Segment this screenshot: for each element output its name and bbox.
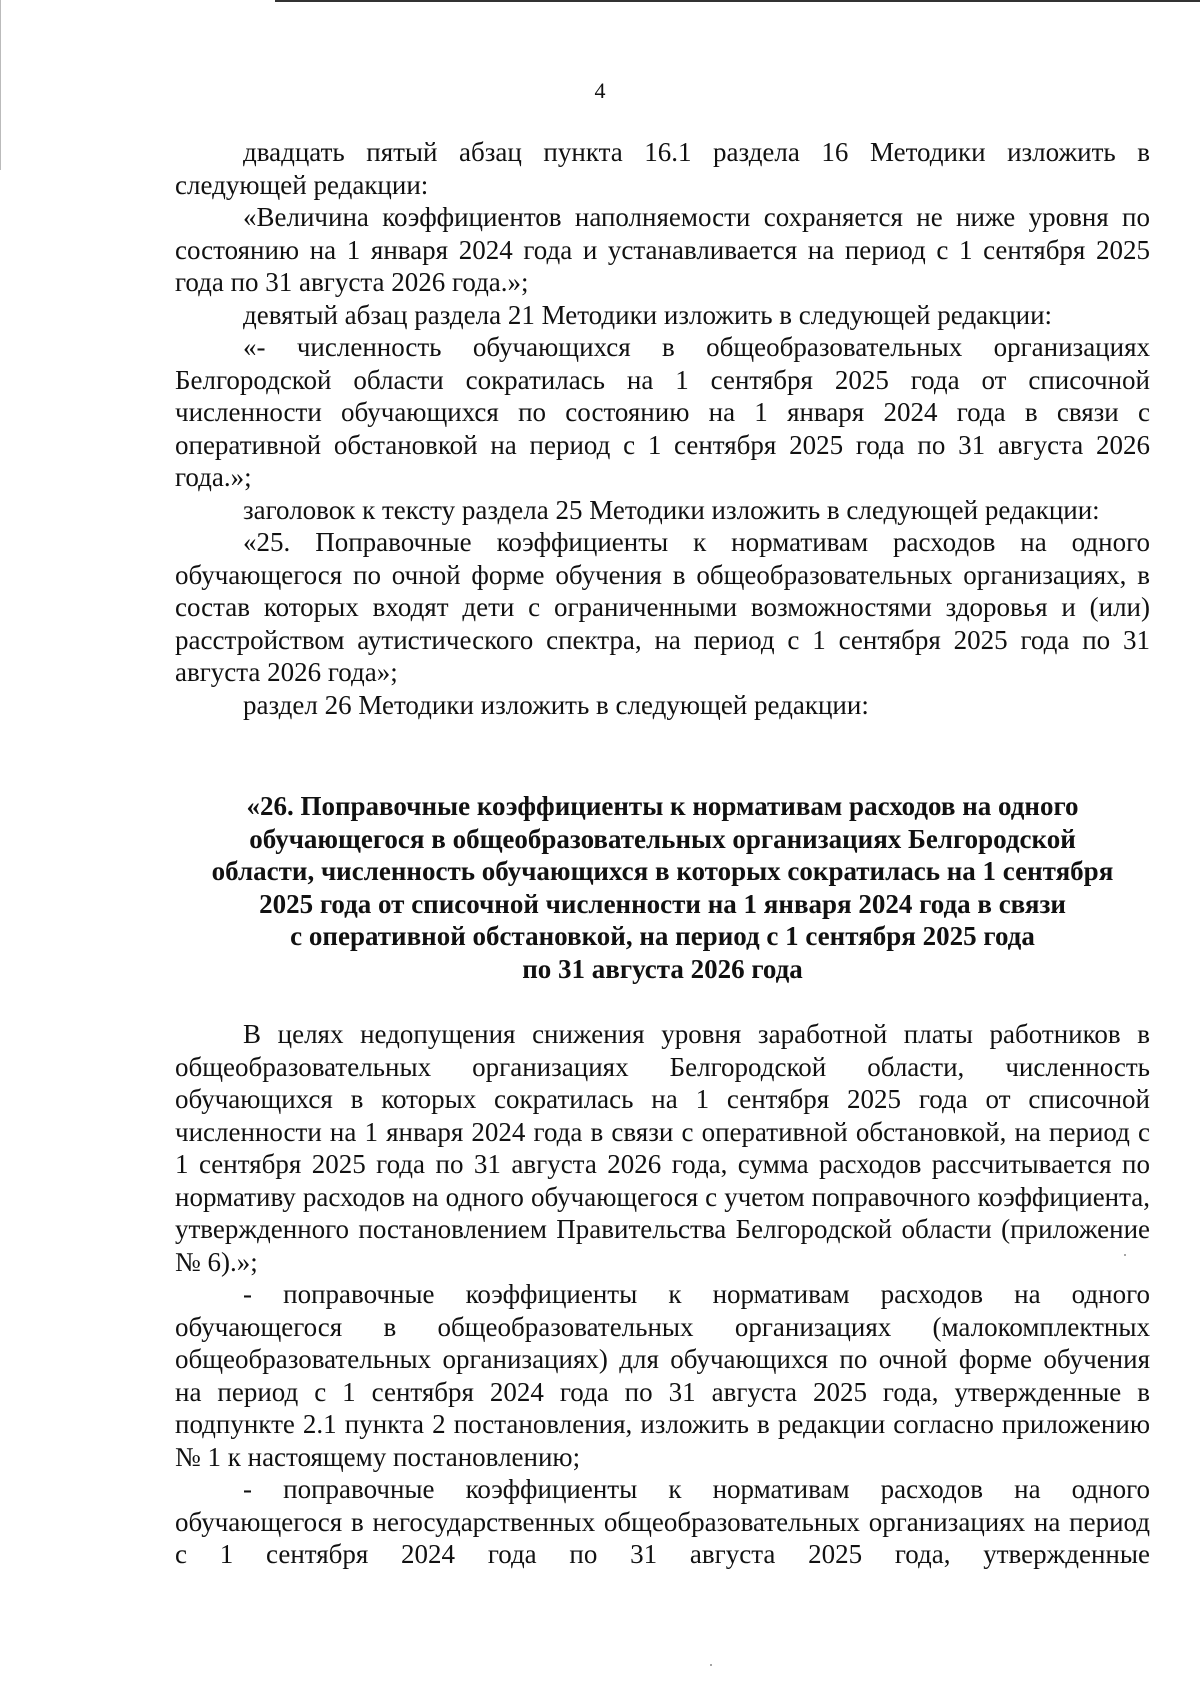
scan-edge-top bbox=[275, 0, 1200, 2]
scan-speck bbox=[710, 1664, 712, 1666]
paragraph-amend-coefficients-private-schools: - поправочные коэффициенты к нормативам расходов на одного обучающегося в негосударственных общеобразовательных организациях на период с 1 сентября 2024 года по 31 августа 2025 года, утвержденные bbox=[175, 1474, 1150, 1569]
heading-line: с оперативной обстановкой, на период с 1 сентября 2025 года bbox=[290, 921, 1035, 951]
heading-line: 2025 года от списочной численности на 1 января 2024 года в связи bbox=[259, 888, 1066, 919]
heading-line: области, численность обучающихся в которых сократилась на 1 сентября bbox=[211, 856, 1114, 886]
paragraph-amend-25-title: заголовок к тексту раздела 25 Методики изложить в следующей редакции: bbox=[243, 494, 1100, 525]
paragraph-amend-21: девятый абзац раздела 21 Методики изложить в следующей редакции: bbox=[243, 299, 1053, 330]
section-26-heading bbox=[175, 790, 1150, 985]
paragraph-quote-section-25: «25. Поправочные коэффициенты к нормативам расходов на одного обучающегося по очной форме обучения в общеобразовательных организациях, в состав которых входят дети с ограниченными возможностями здоровья и (или) расстройством аутистического спектра, на период с 1 сентября 2025 года по 31 августа 2026 года»; bbox=[175, 527, 1150, 687]
amendment-list-top bbox=[175, 136, 1150, 721]
paragraph-amend-26: раздел 26 Методики изложить в следующей редакции: bbox=[243, 689, 869, 720]
scan-speck bbox=[1124, 1254, 1126, 1256]
paragraph-quote-fill-coefficients: «Величина коэффициентов наполняемости сохраняется не ниже уровня по состоянию на 1 января 2024 года и устанавливается на период с 1 сентября 2025 года по 31 августа 2026 года.»; bbox=[175, 202, 1150, 297]
paragraph-amend-coefficients-small-schools: - поправочные коэффициенты к нормативам расходов на одного обучающегося в общеобразовательных организациях (малокомплектных общеобразовательных организациях) для обучающихся по очной форме обучения на период с 1 сентября 2024 года по 31 августа 2025 года, утвержденные в подпункте 2.1 пункта 2 постановления, изложить в редакции согласно приложению № 1 к настоящему постановлению; bbox=[175, 1279, 1150, 1472]
heading-line: «26. Поправочные коэффициенты к нормативам расходов на одного bbox=[246, 791, 1079, 821]
paragraph-amend-16-1: двадцать пятый абзац пункта 16.1 раздела 16 Методики изложить в следующей редакции: bbox=[175, 137, 1150, 200]
amendment-list-bottom bbox=[175, 1018, 1150, 1571]
paragraph-section-26-body: В целях недопущения снижения уровня заработной платы работников в общеобразовательных организациях Белгородской области, численность обучающихся в которых сократилась на 1 сентября 2025 года от списочной численности на 1 января 2024 года в связи с оперативной обстановкой, на период с 1 сентября 2025 года по 31 августа 2026 года, сумма расходов рассчитывается по нормативу расходов на одного обучающегося с учетом поправочного коэффициента, утвержденного постановлением Правительства Белгородской области (приложение № 6).»; bbox=[175, 1019, 1150, 1277]
paragraph-quote-student-count: «- численность обучающихся в общеобразовательных организациях Белгородской области сократилась на 1 сентября 2025 года от списочной численности обучающихся по состоянию на 1 января 2024 года в связи с оперативной обстановкой на период с 1 сентября 2025 года по 31 августа 2026 года.»; bbox=[175, 332, 1150, 492]
heading-line: по 31 августа 2026 года bbox=[522, 953, 803, 984]
page-number: 4 bbox=[594, 78, 606, 103]
heading-line: обучающегося в общеобразовательных организациях Белгородской bbox=[249, 823, 1076, 854]
